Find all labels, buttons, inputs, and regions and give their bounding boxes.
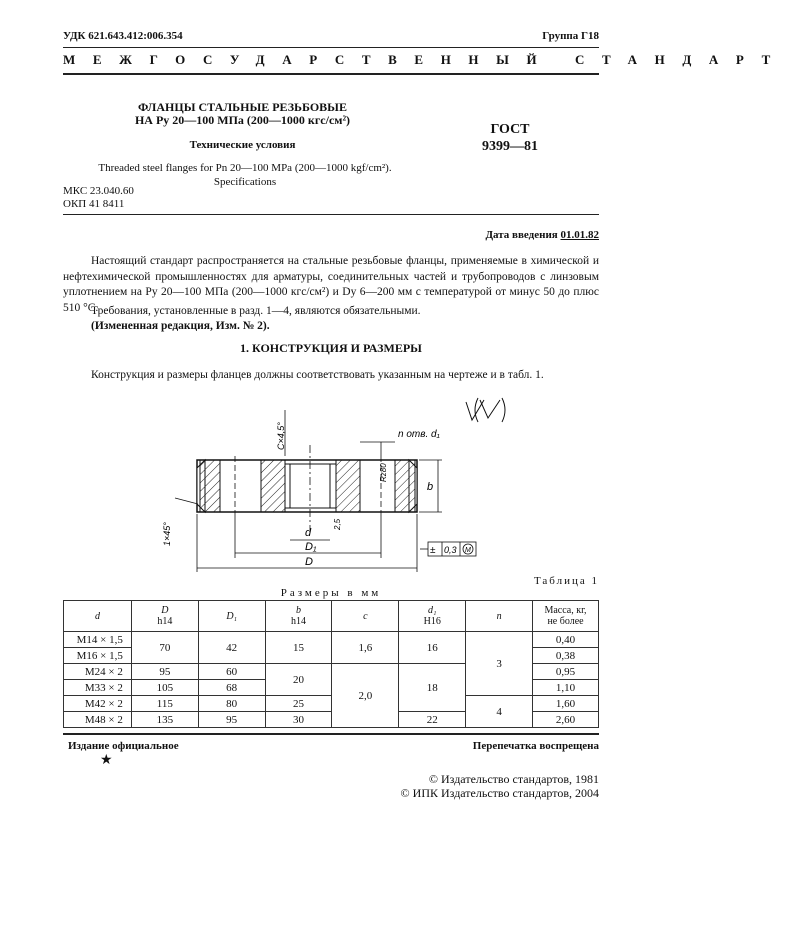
cell-d: M42 × 2 xyxy=(64,696,132,712)
cell-mass: 2,60 xyxy=(533,712,599,728)
flange-drawing xyxy=(140,390,520,590)
cell-D1: 95 xyxy=(198,712,265,728)
section-1-heading: 1. КОНСТРУКЦИЯ И РАЗМЕРЫ xyxy=(240,341,422,355)
cell-d: M48 × 2 xyxy=(64,712,132,728)
cell-b: 20 xyxy=(265,664,332,696)
page-title xyxy=(100,101,385,127)
cell-D1: 60 xyxy=(198,664,265,680)
holes-label: n отв. d₁ xyxy=(398,429,440,440)
gost-designation xyxy=(470,121,550,155)
cell-b: 30 xyxy=(265,712,332,728)
cell-n: 4 xyxy=(466,696,533,728)
effective-date-value: 01.01.82 xyxy=(560,229,599,241)
scope-paragraph: Настоящий стандарт распространяется на стальные резьбовые фланцы, применяемые в химической и нефтехимической промышленностях для арматуры, соединительных частей и трубопроводов с линзовым уплотнением на Pу 20—100 МПа (200—1000 кгс/см²) и Dу 6—200 мм с температурой от минус 50 до плюс 510 °С. xyxy=(63,255,599,314)
col-D1: D₁ xyxy=(198,601,265,632)
reprint-notice: Перепечатка воспрещена xyxy=(472,740,599,752)
group-code: Группа Г18 xyxy=(542,30,599,42)
section-hatch-right xyxy=(395,460,415,512)
cell-d1: 22 xyxy=(399,712,466,728)
okp-code: ОКП 41 8411 xyxy=(63,198,125,210)
title-line-1: ФЛАНЦЫ СТАЛЬНЫЕ РЕЗЬБОВЫЕ xyxy=(138,100,347,114)
english-title-line-2: Specifications xyxy=(213,176,277,188)
cell-D1: 68 xyxy=(198,680,265,696)
position-symbol: ± xyxy=(430,545,436,556)
official-edition: Издание официальное xyxy=(68,740,179,752)
copyright-1981: © Издательство стандартов, 1981 xyxy=(428,772,599,786)
gost-number: 9399—81 xyxy=(482,139,538,154)
cell-d1: 18 xyxy=(399,664,466,712)
cell-d: M33 × 2 xyxy=(64,680,132,696)
cell-b: 15 xyxy=(265,632,332,664)
table-row xyxy=(64,632,599,648)
section-hatch-left xyxy=(200,460,220,512)
section-1-text: Конструкция и размеры фланцев должны соответствовать указанным на чертеже и в табл. 1. xyxy=(91,369,544,381)
udk-code: УДК 621.643.412:006.354 xyxy=(63,30,183,42)
cell-mass: 1,10 xyxy=(533,680,599,696)
col-b: b h14 xyxy=(265,601,332,632)
table-row xyxy=(64,696,599,712)
cell-d: M24 × 2 xyxy=(64,664,132,680)
col-mass: Масса, кг, не более xyxy=(533,601,599,632)
roughness-rz80: Rz80 xyxy=(379,463,388,482)
cell-b: 25 xyxy=(265,696,332,712)
copyright-block xyxy=(401,772,599,800)
copyright-2004: © ИПК Издательство стандартов, 2004 xyxy=(400,786,599,800)
col-D: D h14 xyxy=(131,601,198,632)
table-header-row xyxy=(64,601,599,632)
footer-rule xyxy=(63,733,599,735)
header-rule xyxy=(63,47,599,48)
section-hatch-center-right xyxy=(336,460,360,512)
cell-d1: 16 xyxy=(399,632,466,664)
table-caption: Таблица 1 xyxy=(533,575,599,587)
thread-depth-label: 2,5 xyxy=(333,518,342,530)
cell-D: 105 xyxy=(131,680,198,696)
english-title-line-1: Threaded steel flanges for Pn 20—100 MPa (200—1000 kgf/cm²). xyxy=(98,162,392,174)
cell-mass: 0,40 xyxy=(533,632,599,648)
section-hatch-center-left xyxy=(261,460,285,512)
chamfer-label: C×4,5° xyxy=(276,422,286,450)
dimension-D1: D₁ xyxy=(305,541,317,553)
col-c: c xyxy=(332,601,399,632)
subtitle: Технические условия xyxy=(189,139,296,151)
cell-D: 115 xyxy=(131,696,198,712)
col-d: d xyxy=(64,601,132,632)
banner-rule xyxy=(63,73,599,75)
cell-D: 70 xyxy=(131,632,198,664)
mks-code: МКС 23.040.60 xyxy=(63,185,134,197)
effective-date-label: Дата введения xyxy=(485,229,558,241)
cell-D: 135 xyxy=(131,712,198,728)
classification-codes xyxy=(63,185,134,211)
cell-n: 3 xyxy=(466,632,533,696)
cell-D: 95 xyxy=(131,664,198,680)
table-units: Размеры в мм xyxy=(280,587,382,599)
cell-d: M16 × 1,5 xyxy=(64,648,132,664)
cell-c: 1,6 xyxy=(332,632,399,664)
interstate-standard-banner: МЕЖГОСУДАРСТВЕННЫЙ СТАНДАРТ xyxy=(63,52,788,67)
tolerance-value: 0,3 xyxy=(444,545,457,555)
cell-D1: 42 xyxy=(198,632,265,664)
gost-label: ГОСТ xyxy=(490,122,530,137)
cell-D1: 80 xyxy=(198,696,265,712)
star-icon: ★ xyxy=(100,753,113,768)
cell-d: M14 × 1,5 xyxy=(64,632,132,648)
cell-mass: 0,95 xyxy=(533,664,599,680)
col-d1: d₁ H16 xyxy=(399,601,466,632)
dimension-b: b xyxy=(427,481,434,493)
requirements-paragraph: Требования, установленные в разд. 1—4, являются обязательными. xyxy=(91,305,421,317)
col-n: n xyxy=(466,601,533,632)
dimension-D: D xyxy=(305,556,313,568)
title-rule xyxy=(63,214,599,215)
title-line-2: НА Pу 20—100 МПа (200—1000 кгс/см²) xyxy=(134,113,351,127)
edge-chamfer-label: 1×45° xyxy=(162,522,172,546)
mmc-symbol: M xyxy=(465,547,471,554)
dimensions-table xyxy=(63,600,599,728)
cell-mass: 1,60 xyxy=(533,696,599,712)
effective-date xyxy=(485,229,599,241)
cell-c: 2,0 xyxy=(332,664,399,728)
cell-mass: 0,38 xyxy=(533,648,599,664)
dimension-d: d xyxy=(305,527,312,539)
amendment-note: (Измененная редакция, Изм. № 2). xyxy=(91,320,270,332)
